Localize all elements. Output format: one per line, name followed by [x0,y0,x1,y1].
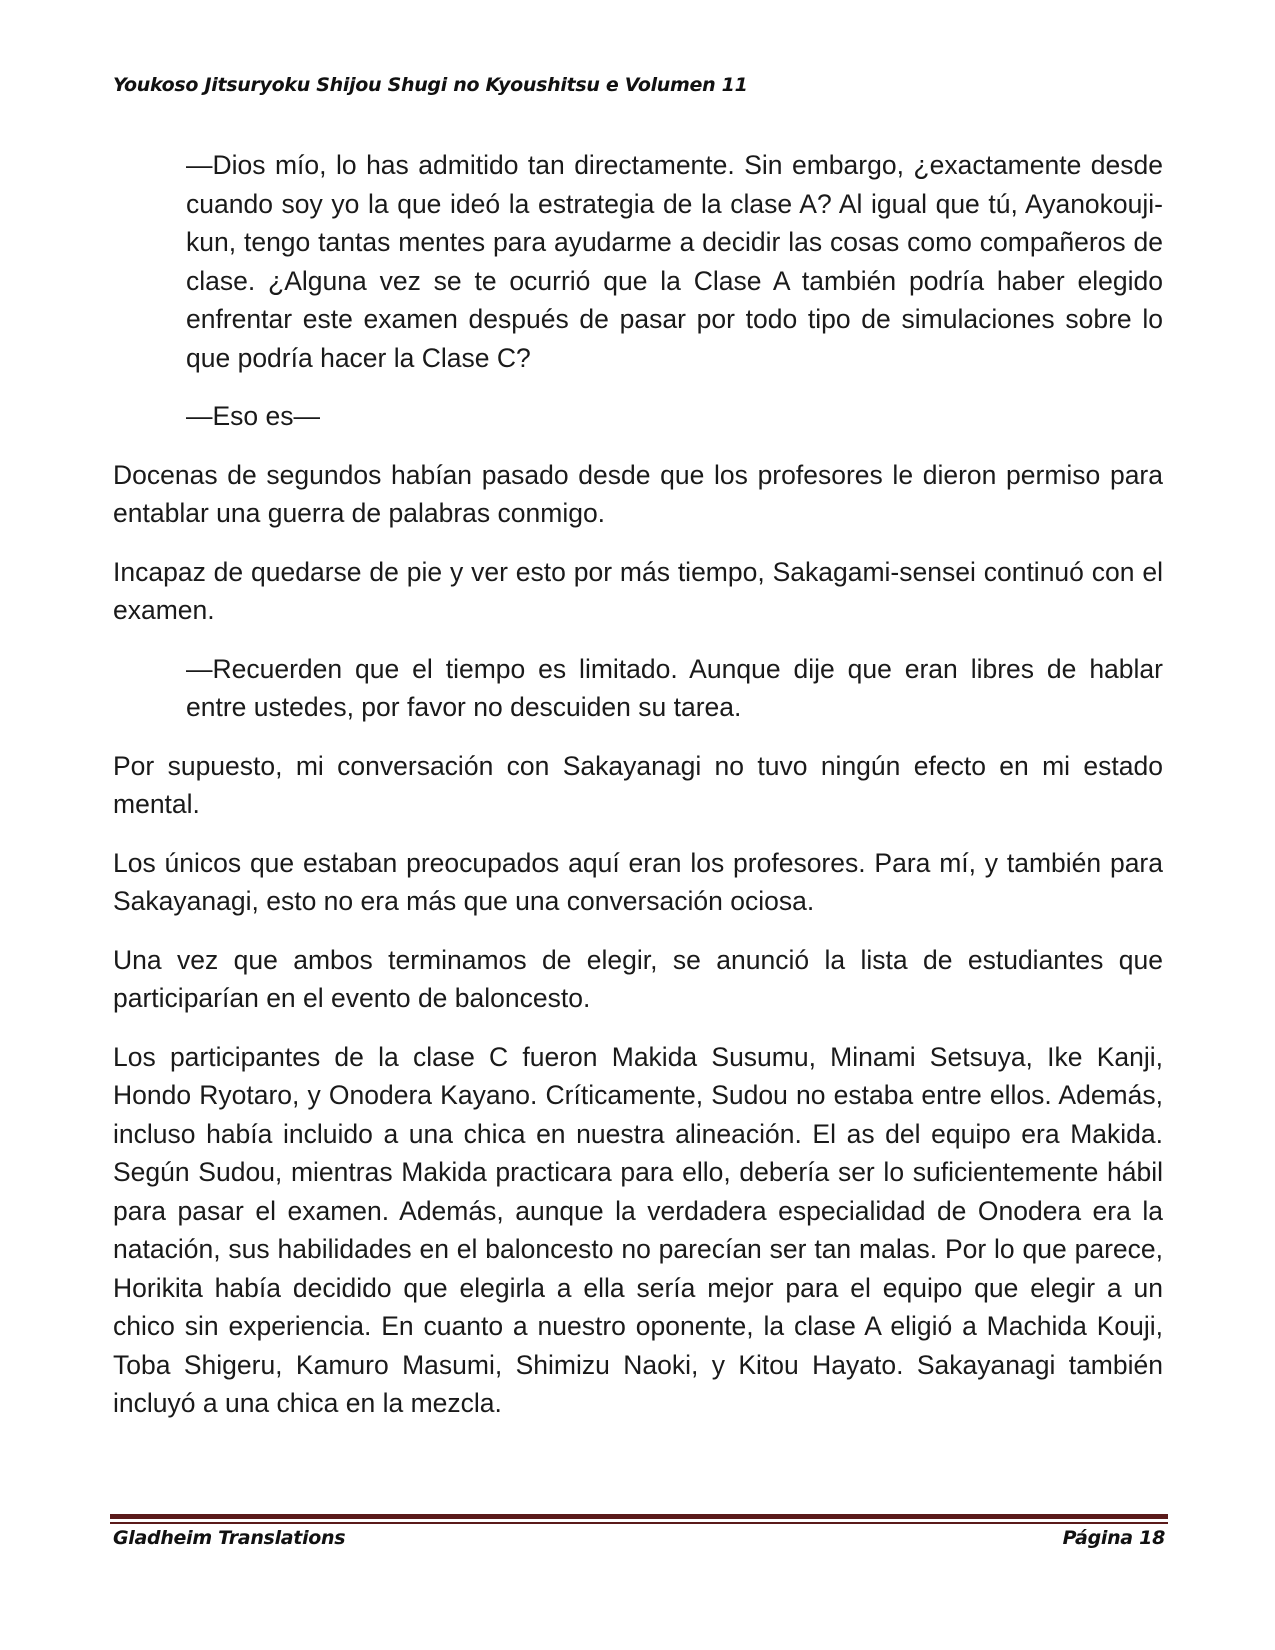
narration-paragraph: Incapaz de quedarse de pie y ver esto por más tiempo, Sakagami-sensei continuó con el examen. [113,556,1163,625]
dialog-paragraph: —Dios mío, lo has admitido tan directamente. Sin embargo, ¿exactamente desde cuando soy yo la que ideó la estrategia de la clase A? Al igual que tú, Ayanokouji-kun, tengo tantas mentes para ayudarme a decidir las cosas como compañeros de clase. ¿Alguna vez se te ocurrió que la Clase A también podría haber elegido enfrentar este examen después de pasar por todo tipo de simulaciones sobre lo que podría hacer la Clase C? [186,150,1163,373]
footer-divider [110,1514,1168,1524]
footer-divider-thin [110,1522,1168,1524]
dialog-paragraph: —Eso es— [186,401,321,431]
narration-paragraph: Una vez que ambos terminamos de elegir, se anunció la lista de estudiantes que participarían en el evento de baloncesto. [113,944,1163,1013]
page-body [113,146,1163,1443]
dialog-paragraph: —Recuerden que el tiempo es limitado. Aunque dije que eran libres de hablar entre ustedes, por favor no descuiden su tarea. [186,653,1163,722]
narration-paragraph: Docenas de segundos habían pasado desde que los profesores le dieron permiso para entablar una guerra de palabras conmigo. [113,459,1163,528]
narration-paragraph: Por supuesto, mi conversación con Sakayanagi no tuvo ningún efecto en mi estado mental. [113,750,1163,819]
narration-paragraph: Los participantes de la clase C fueron Makida Susumu, Minami Setsuya, Ike Kanji, Hondo Ryotaro, y Onodera Kayano. Críticamente, Sudou no estaba entre ellos. Además, incluso había incluido a una chica en nuestra alineación. El as del equipo era Makida. Según Sudou, mientras Makida practicara para ello, debería ser lo suficientemente hábil para pasar el examen. Además, aunque la verdadera especialidad de Onodera era la natación, sus habilidades en el baloncesto no parecían ser tan malas. Por lo que parece, Horikita había decidido que elegirla a ella sería mejor para el equipo que elegir a un chico sin experiencia. En cuanto a nuestro oponente, la clase A eligió a Machida Kouji, Toba Shigeru, Kamuro Masumi, Shimizu Naoki, y Kitou Hayato. Sakayanagi también incluyó a una chica en la mezcla. [113,1041,1163,1418]
page-header-title: Youkoso Jitsuryoku Shijou Shugi no Kyoushitsu e Volumen 11 [113,74,748,96]
footer-translator: Gladheim Translations [113,1527,346,1549]
footer-page-number: Página 18 [1062,1527,1165,1549]
footer-divider-thick [110,1514,1168,1519]
narration-paragraph: Los únicos que estaban preocupados aquí eran los profesores. Para mí, y también para Sakayanagi, esto no era más que una conversación ociosa. [113,847,1163,916]
